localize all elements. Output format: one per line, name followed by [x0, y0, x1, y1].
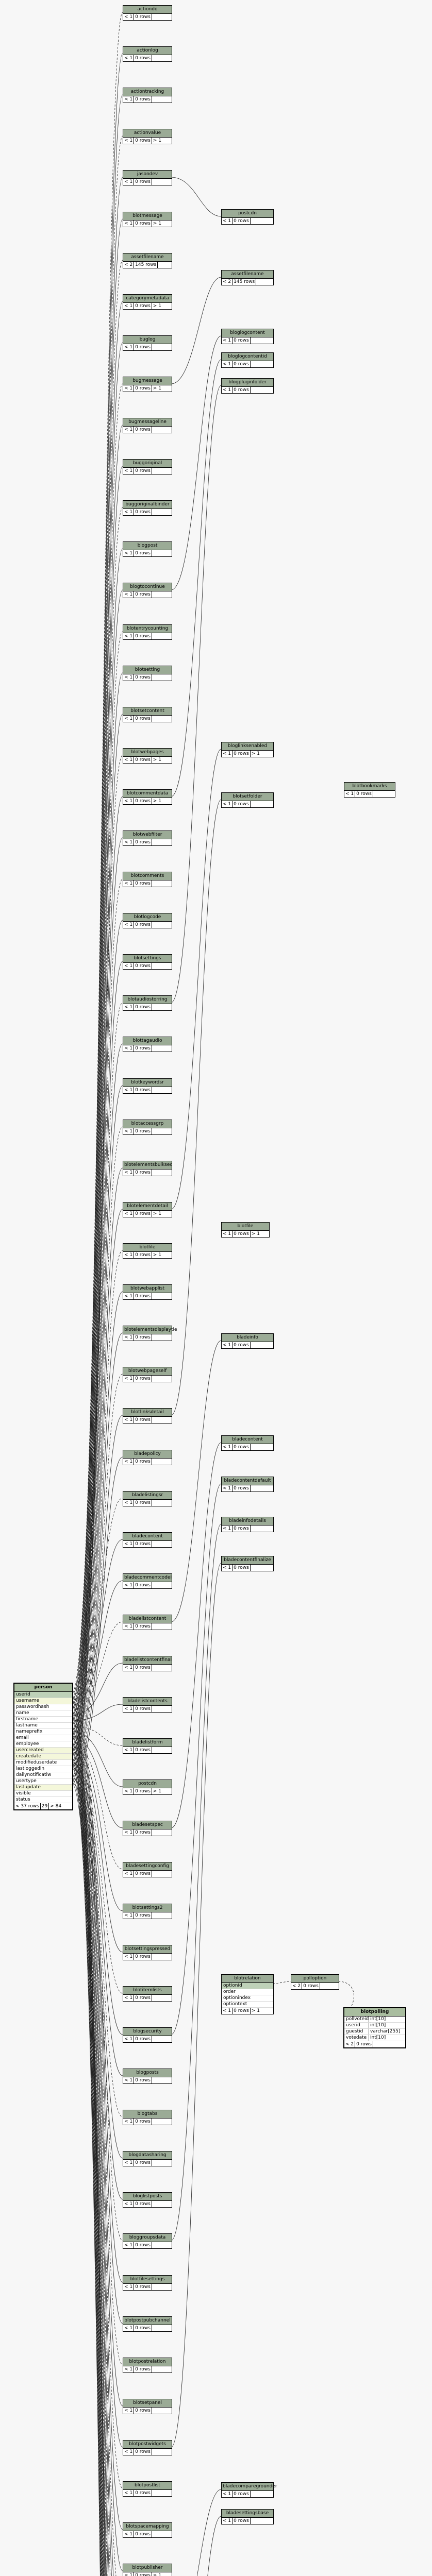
- table-53[interactable]: [123, 2192, 172, 2208]
- table-header: actiondo: [123, 6, 172, 14]
- table-header: blotsetfolder: [222, 793, 273, 801]
- table-footer: < 1 0 rows: [123, 674, 172, 681]
- table-header: person: [14, 1684, 72, 1692]
- table-14[interactable]: [123, 583, 172, 598]
- column-row: usercreated: [14, 1748, 72, 1754]
- table-footer: < 1 0 rows: [344, 791, 395, 797]
- table-footer: < 1 0 rows > 1: [124, 1252, 161, 1258]
- column-row: modifieduserdate: [14, 1760, 72, 1766]
- table-header: blotwebapplist: [123, 1285, 172, 1293]
- table-15[interactable]: [123, 624, 172, 640]
- column-row: employee: [14, 1741, 72, 1748]
- table-footer: < 1 0 rows: [123, 880, 172, 887]
- table-header: blotkeywordsr: [123, 1079, 172, 1087]
- table-footer: < 1 0 rows: [222, 1526, 273, 1532]
- table-header: blotsettings2: [123, 1904, 172, 1912]
- table-person[interactable]: [13, 1683, 73, 1810]
- table-header: bladelistcontentfinal: [123, 1656, 172, 1665]
- table-header: categorymetadata: [123, 295, 172, 303]
- relationship-line: [171, 1484, 221, 2035]
- table-header: blotmessage: [123, 212, 172, 221]
- table-footer: < 1 0 rows: [123, 344, 172, 350]
- relationship-line: [171, 177, 221, 216]
- table-footer: < 1 0 rows: [123, 1334, 172, 1341]
- table-header: assetfilename: [222, 270, 273, 279]
- table-footer: < 1 0 rows: [123, 839, 172, 845]
- table-50[interactable]: [123, 2069, 172, 2084]
- table-footer: < 1 0 rows > 1: [223, 751, 260, 756]
- column-row: lastupdate: [14, 1785, 72, 1791]
- table-footer: < 1 0 rows > 1: [123, 2572, 172, 2576]
- table-footer: < 1 0 rows: [222, 337, 273, 344]
- table-header: bladecontentfinalize: [222, 1556, 273, 1565]
- table-58[interactable]: [123, 2399, 172, 2414]
- table-footer: < 1 0 rows: [123, 550, 172, 556]
- table-header: blogtocontinue: [123, 583, 172, 591]
- table-footer: < 2 0 rows: [291, 1983, 339, 1989]
- table-header: blotentrycounting: [123, 625, 172, 633]
- table-footer: < 1 0 rows: [222, 2518, 273, 2524]
- mid-table-3[interactable]: [221, 352, 274, 368]
- table-footer: < 1 0 rows: [222, 801, 273, 807]
- table-header: blotsettingspressed: [123, 1945, 172, 1954]
- table-footer: < 1 0 rows: [222, 1485, 273, 1492]
- column-row: passwordhash: [14, 1704, 72, 1710]
- table-header: bloggroupsdata: [123, 2234, 172, 2242]
- relationship-line: [171, 1341, 221, 1622]
- table-52[interactable]: [123, 2151, 172, 2166]
- table-footer: < 1 0 rows > 1: [124, 221, 161, 226]
- table-footer: < 1 0 rows: [123, 179, 172, 185]
- table-2[interactable]: [123, 88, 172, 103]
- mid-table-4[interactable]: [221, 378, 274, 394]
- table-footer: < 1 0 rows: [222, 1444, 273, 1450]
- table-footer: < 1 0 rows: [222, 1565, 273, 1571]
- mid-table-2[interactable]: [221, 329, 274, 344]
- table-footer: < 1 0 rows: [123, 1623, 172, 1630]
- column-row: name: [14, 1710, 72, 1717]
- table-header: blotcomments: [123, 872, 172, 880]
- table-footer: < 1 0 rows: [222, 2491, 273, 2497]
- table-footer: < 1 0 rows: [123, 1829, 172, 1836]
- table-header: blotlinksdetail: [123, 1409, 172, 1417]
- column-row: lastname: [14, 1723, 72, 1729]
- table-footer: < 1 0 rows: [123, 2242, 172, 2248]
- table-header: actionvalue: [123, 129, 172, 138]
- table-header: blogsecurity: [123, 2028, 172, 2036]
- relationship-line: [171, 336, 221, 590]
- table-header: blotpublisher: [123, 2564, 172, 2572]
- table-footer: < 1 0 rows: [123, 1459, 172, 1465]
- table-38[interactable]: [123, 1573, 172, 1589]
- table-header: blotsettings: [123, 955, 172, 963]
- mid-table-9[interactable]: [221, 1477, 274, 1492]
- table-46[interactable]: [123, 1904, 172, 1919]
- table-footer: < 1 0 rows: [123, 509, 172, 515]
- relationship-line: [273, 1981, 291, 1984]
- mid-table-6[interactable]: [221, 792, 274, 808]
- table-6[interactable]: [123, 253, 172, 268]
- table-header: blotwebpageself: [123, 1367, 172, 1376]
- table-header: bloglinksenabled: [222, 742, 273, 751]
- relationship-line: [171, 800, 221, 1415]
- table-footer: < 1 0 rows: [123, 2449, 172, 2455]
- table-45[interactable]: [123, 1862, 172, 1877]
- table-header: blotfilesettings: [123, 2276, 172, 2284]
- table-header: bladesettingsbase: [222, 2510, 273, 2518]
- table-0[interactable]: [123, 5, 172, 21]
- column-row: nameprefix: [14, 1729, 72, 1735]
- relationship-line: [71, 1710, 123, 2576]
- table-footer: < 1 0 rows: [123, 963, 172, 969]
- table-footer: < 1 0 rows > 1: [223, 1231, 260, 1236]
- table-header: actiontracking: [123, 88, 172, 96]
- table-header: blotelementdetail: [123, 1202, 172, 1211]
- table-footer: < 1 0 rows: [123, 1376, 172, 1382]
- table-footer: < 1 0 rows: [123, 922, 172, 928]
- table-header: blotelementsbulksec: [123, 1161, 172, 1170]
- table-footer: < 1 0 rows: [123, 1706, 172, 1712]
- table-header: bladecontent: [123, 1533, 172, 1541]
- mid-table-5[interactable]: [221, 742, 274, 757]
- table-19[interactable]: [123, 789, 172, 805]
- relationship-line: [71, 177, 123, 1716]
- table-43[interactable]: [123, 1780, 172, 1795]
- table-3[interactable]: [123, 129, 172, 144]
- table-27[interactable]: [123, 1120, 172, 1135]
- table-blotbookmarks[interactable]: [344, 782, 395, 798]
- table-23[interactable]: [123, 954, 172, 970]
- column-row: lastloggedin: [14, 1766, 72, 1772]
- table-header: bugmessage: [123, 377, 172, 385]
- table-footer: < 1 0 rows > 1: [124, 138, 161, 143]
- table-51[interactable]: [123, 2110, 172, 2125]
- table-footer: < 1 0 rows: [123, 2160, 172, 2166]
- table-footer: < 1 0 rows: [123, 427, 172, 433]
- table-header: blogposts: [123, 2069, 172, 2077]
- table-header: assetfilename: [123, 253, 172, 262]
- table-footer: < 1 0 rows: [123, 1128, 172, 1134]
- table-62[interactable]: [123, 2564, 172, 2576]
- table-34[interactable]: [123, 1408, 172, 1423]
- table-26[interactable]: [123, 1078, 172, 1094]
- table-header: blogpluginfolder: [222, 379, 273, 387]
- table-footer: < 1 0 rows: [123, 2325, 172, 2331]
- table-header: bladelistcontents: [123, 1698, 172, 1706]
- mid-table-0[interactable]: [221, 209, 274, 225]
- table-54[interactable]: [123, 2233, 172, 2249]
- table-footer: < 1 0 rows: [222, 1342, 273, 1348]
- column-row: votedate int[10]: [344, 2035, 405, 2041]
- mid-table-8[interactable]: [221, 1435, 274, 1451]
- table-header: bladecommentcodei: [123, 1574, 172, 1582]
- mid-table-13[interactable]: [221, 2509, 274, 2524]
- table-55[interactable]: [123, 2275, 172, 2291]
- table-footer: < 2 145 rows: [222, 279, 273, 285]
- table-32[interactable]: [123, 1326, 177, 1341]
- table-footer: < 1 0 rows: [123, 468, 172, 474]
- table-footer: < 1 0 rows: [123, 2284, 172, 2290]
- table-footer: < 1 0 rows: [222, 361, 273, 367]
- table-31[interactable]: [123, 1284, 172, 1300]
- table-footer: < 1 0 rows: [123, 1417, 172, 1423]
- column-row: optionid: [222, 1983, 273, 1989]
- table-footer: < 1 0 rows: [123, 2201, 172, 2207]
- table-footer: < 1 0 rows: [123, 55, 172, 61]
- table-5[interactable]: [123, 212, 172, 227]
- table-footer: < 1 0 rows > 1: [223, 2008, 260, 2013]
- table-42[interactable]: [123, 1738, 172, 1754]
- table-header: bloglistposts: [123, 2193, 172, 2201]
- table-header: blotpostpubchannel: [123, 2317, 172, 2325]
- column-row: optionindex: [222, 1995, 273, 2002]
- table-blotpolling[interactable]: [343, 2007, 406, 2048]
- table-header: buggoriginalbinder: [123, 501, 172, 509]
- table-header: blotbookmarks: [344, 783, 395, 791]
- table-footer: < 1 0 rows: [123, 2119, 172, 2125]
- table-10[interactable]: [123, 418, 172, 433]
- table-header: blogdatasharing: [123, 2151, 172, 2160]
- table-header: bladesettingconfig: [123, 1862, 172, 1871]
- table-footer: < 1 0 rows: [123, 1665, 172, 1671]
- table-header: blotfile: [222, 1223, 269, 1231]
- table-29[interactable]: [123, 1202, 172, 1217]
- table-footer: < 1 0 rows: [123, 2408, 172, 2414]
- table-header: blotcommentdata: [123, 790, 172, 798]
- table-61[interactable]: [123, 2522, 172, 2538]
- table-35[interactable]: [123, 1450, 172, 1465]
- table-footer: < 1 0 rows: [222, 218, 273, 224]
- table-footer: < 1 0 rows: [123, 633, 172, 639]
- column-row: pollvoteid int[10]: [344, 2016, 405, 2023]
- table-header: blotrelation: [222, 1975, 273, 1983]
- table-footer: < 1 0 rows > 1: [124, 757, 161, 762]
- table-header: blotpostrelation: [123, 2358, 172, 2366]
- mid-table-7[interactable]: [221, 1333, 274, 1349]
- table-24[interactable]: [123, 995, 172, 1011]
- relationship-line: [71, 1772, 123, 2117]
- table-header: bladecomparegrounder: [222, 2483, 273, 2491]
- mid-table-11[interactable]: [221, 1556, 274, 1571]
- table-header: blotwebfilter: [123, 831, 172, 839]
- table-footer: < 37 rows 29 > 84: [15, 1804, 62, 1809]
- table-footer: < 1 0 rows: [123, 1912, 172, 1919]
- table-header: blotitemlists: [123, 1987, 172, 1995]
- table-footer: < 1 0 rows: [123, 716, 172, 722]
- mid-table-1[interactable]: [221, 270, 274, 285]
- table-footer: < 1 0 rows: [222, 387, 273, 393]
- table-header: blotfile: [123, 1244, 172, 1252]
- table-footer: < 1 0 rows > 1: [124, 1211, 161, 1216]
- relationship-line: [171, 1524, 221, 2241]
- table-footer: < 2 0 rows: [344, 2041, 405, 2047]
- table-header: blogpost: [123, 542, 172, 550]
- table-footer: < 1 0 rows: [123, 1871, 172, 1877]
- table-footer: < 1 0 rows: [123, 1293, 172, 1299]
- table-footer: < 1 0 rows: [123, 1582, 172, 1588]
- table-footer: < 1 0 rows > 1: [124, 799, 161, 804]
- relationship-line: [171, 2516, 221, 2576]
- column-row: userid: [14, 1692, 72, 1698]
- table-30[interactable]: [123, 1243, 172, 1259]
- table-footer: < 2 145 rows: [123, 262, 172, 268]
- table-footer: < 1 0 rows: [123, 591, 172, 598]
- column-row: status: [14, 1797, 72, 1803]
- table-header: bloglogcontent: [222, 329, 273, 337]
- table-17[interactable]: [123, 707, 172, 722]
- table-28[interactable]: [123, 1161, 172, 1176]
- table-header: blottagaudio: [123, 1037, 172, 1045]
- table-header: blotspacemapping: [123, 2523, 172, 2531]
- table-header: blotaccessgrp: [123, 1120, 172, 1128]
- table-footer: < 1 0 rows > 1: [124, 1789, 161, 1794]
- table-48[interactable]: [123, 1986, 172, 2002]
- table-header: bladelistform: [123, 1739, 172, 1747]
- table-59[interactable]: [123, 2440, 172, 2455]
- table-9[interactable]: [123, 377, 172, 392]
- mid-table-10[interactable]: [221, 1517, 274, 1532]
- table-13[interactable]: [123, 541, 172, 557]
- table-footer: < 1 0 rows: [123, 2531, 172, 2537]
- table-header: bladeinfodetails: [222, 1517, 273, 1526]
- table-footer: < 1 0 rows: [123, 1170, 172, 1176]
- table-footer: < 1 0 rows: [123, 1995, 172, 2001]
- table-20[interactable]: [123, 831, 172, 846]
- table-header: actionlog: [123, 47, 172, 55]
- column-row: dailynotificatiw: [14, 1772, 72, 1778]
- table-blotfile-right[interactable]: [221, 1222, 270, 1238]
- column-row: createdate: [14, 1754, 72, 1760]
- table-footer: < 1 0 rows: [123, 1087, 172, 1093]
- table-header: blotpostwidgets: [123, 2441, 172, 2449]
- table-footer: < 1 0 rows: [123, 14, 172, 20]
- table-footer: < 1 0 rows: [123, 1500, 172, 1506]
- column-row: userid int[10]: [344, 2023, 405, 2029]
- column-row: email: [14, 1735, 72, 1741]
- table-footer: < 1 0 rows: [123, 1541, 172, 1547]
- table-header: blogtabs: [123, 2110, 172, 2119]
- table-18[interactable]: [123, 748, 172, 764]
- table-header: bladecontent: [222, 1436, 273, 1444]
- table-7[interactable]: [123, 294, 172, 310]
- table-header: blotelementsdisplaytie: [123, 1326, 172, 1334]
- column-row: firstname: [14, 1717, 72, 1723]
- table-footer: < 1 0 rows: [123, 1045, 172, 1052]
- relationship-line: [71, 384, 123, 1741]
- table-40[interactable]: [123, 1656, 172, 1671]
- column-row: usertype: [14, 1778, 72, 1785]
- table-header: buggoriginal: [123, 460, 172, 468]
- column-row: username: [14, 1698, 72, 1704]
- column-row: guestid varchar[255]: [344, 2029, 405, 2035]
- table-49[interactable]: [123, 2027, 172, 2043]
- relationship-line: [171, 1563, 221, 2447]
- table-header: blotpolling: [344, 2008, 405, 2016]
- table-header: blotpostlist: [123, 2482, 172, 2490]
- table-36[interactable]: [123, 1491, 172, 1506]
- table-blotrelation[interactable]: [221, 1974, 274, 2014]
- table-footer: < 1 0 rows: [123, 1004, 172, 1010]
- table-header: blotsetcontent: [123, 707, 172, 716]
- table-footer: < 1 0 rows: [123, 2366, 172, 2372]
- table-header: blotsetpanel: [123, 2399, 172, 2408]
- table-47[interactable]: [123, 1945, 172, 1960]
- relationship-line: [171, 2489, 221, 2576]
- relationship-line: [171, 277, 221, 384]
- table-11[interactable]: [123, 459, 172, 474]
- table-22[interactable]: [123, 913, 172, 928]
- table-41[interactable]: [123, 1697, 172, 1713]
- table-header: blotaudiostorring: [123, 996, 172, 1004]
- table-footer: < 1 0 rows: [123, 1954, 172, 1960]
- table-header: bugmessageline: [123, 418, 172, 427]
- table-header: bloglogcontentid: [222, 353, 273, 361]
- table-25[interactable]: [123, 1037, 172, 1052]
- table-16[interactable]: [123, 666, 172, 681]
- column-row: optiontext: [222, 2002, 273, 2008]
- table-header: blotlogcode: [123, 913, 172, 922]
- table-polloption[interactable]: [291, 1974, 339, 1990]
- table-60[interactable]: [123, 2481, 172, 2497]
- table-21[interactable]: [123, 872, 172, 887]
- table-footer: < 1 0 rows: [123, 96, 172, 103]
- table-header: polloption: [291, 1975, 339, 1983]
- table-57[interactable]: [123, 2358, 172, 2373]
- table-header: bladelistingsr: [123, 1492, 172, 1500]
- table-4[interactable]: [123, 170, 172, 185]
- column-row: visible: [14, 1791, 72, 1797]
- table-header: bladelistcontent: [123, 1615, 172, 1623]
- table-header: blotsetting: [123, 666, 172, 674]
- table-1[interactable]: [123, 46, 172, 62]
- table-header: bladeinfo: [222, 1334, 273, 1342]
- table-footer: < 1 0 rows: [123, 1747, 172, 1753]
- table-header: jasondev: [123, 171, 172, 179]
- table-header: blotwebpages: [123, 749, 172, 757]
- table-footer: < 1 0 rows: [123, 2490, 172, 2496]
- table-header: postcdn: [123, 1780, 172, 1788]
- table-footer: < 1 0 rows > 1: [124, 386, 161, 391]
- column-row: order: [222, 1989, 273, 1995]
- relationship-line: [71, 260, 123, 1726]
- table-header: bladepolicy: [123, 1450, 172, 1459]
- table-header: postcdn: [222, 210, 273, 218]
- table-33[interactable]: [123, 1367, 172, 1382]
- table-header: buglog: [123, 336, 172, 344]
- table-header: bladecontentdefault: [222, 1477, 273, 1485]
- table-8[interactable]: [123, 335, 172, 351]
- table-12[interactable]: [123, 500, 172, 516]
- table-footer: < 1 0 rows: [123, 2077, 172, 2083]
- table-39[interactable]: [123, 1615, 172, 1630]
- mid-table-12[interactable]: [221, 2482, 277, 2498]
- table-footer: < 1 0 rows: [123, 2036, 172, 2042]
- relationship-line: [171, 749, 221, 1209]
- table-header: bladesetspec: [123, 1821, 172, 1829]
- table-37[interactable]: [123, 1532, 172, 1548]
- table-footer: < 1 0 rows > 1: [124, 303, 161, 309]
- table-44[interactable]: [123, 1821, 172, 1836]
- table-56[interactable]: [123, 2316, 172, 2332]
